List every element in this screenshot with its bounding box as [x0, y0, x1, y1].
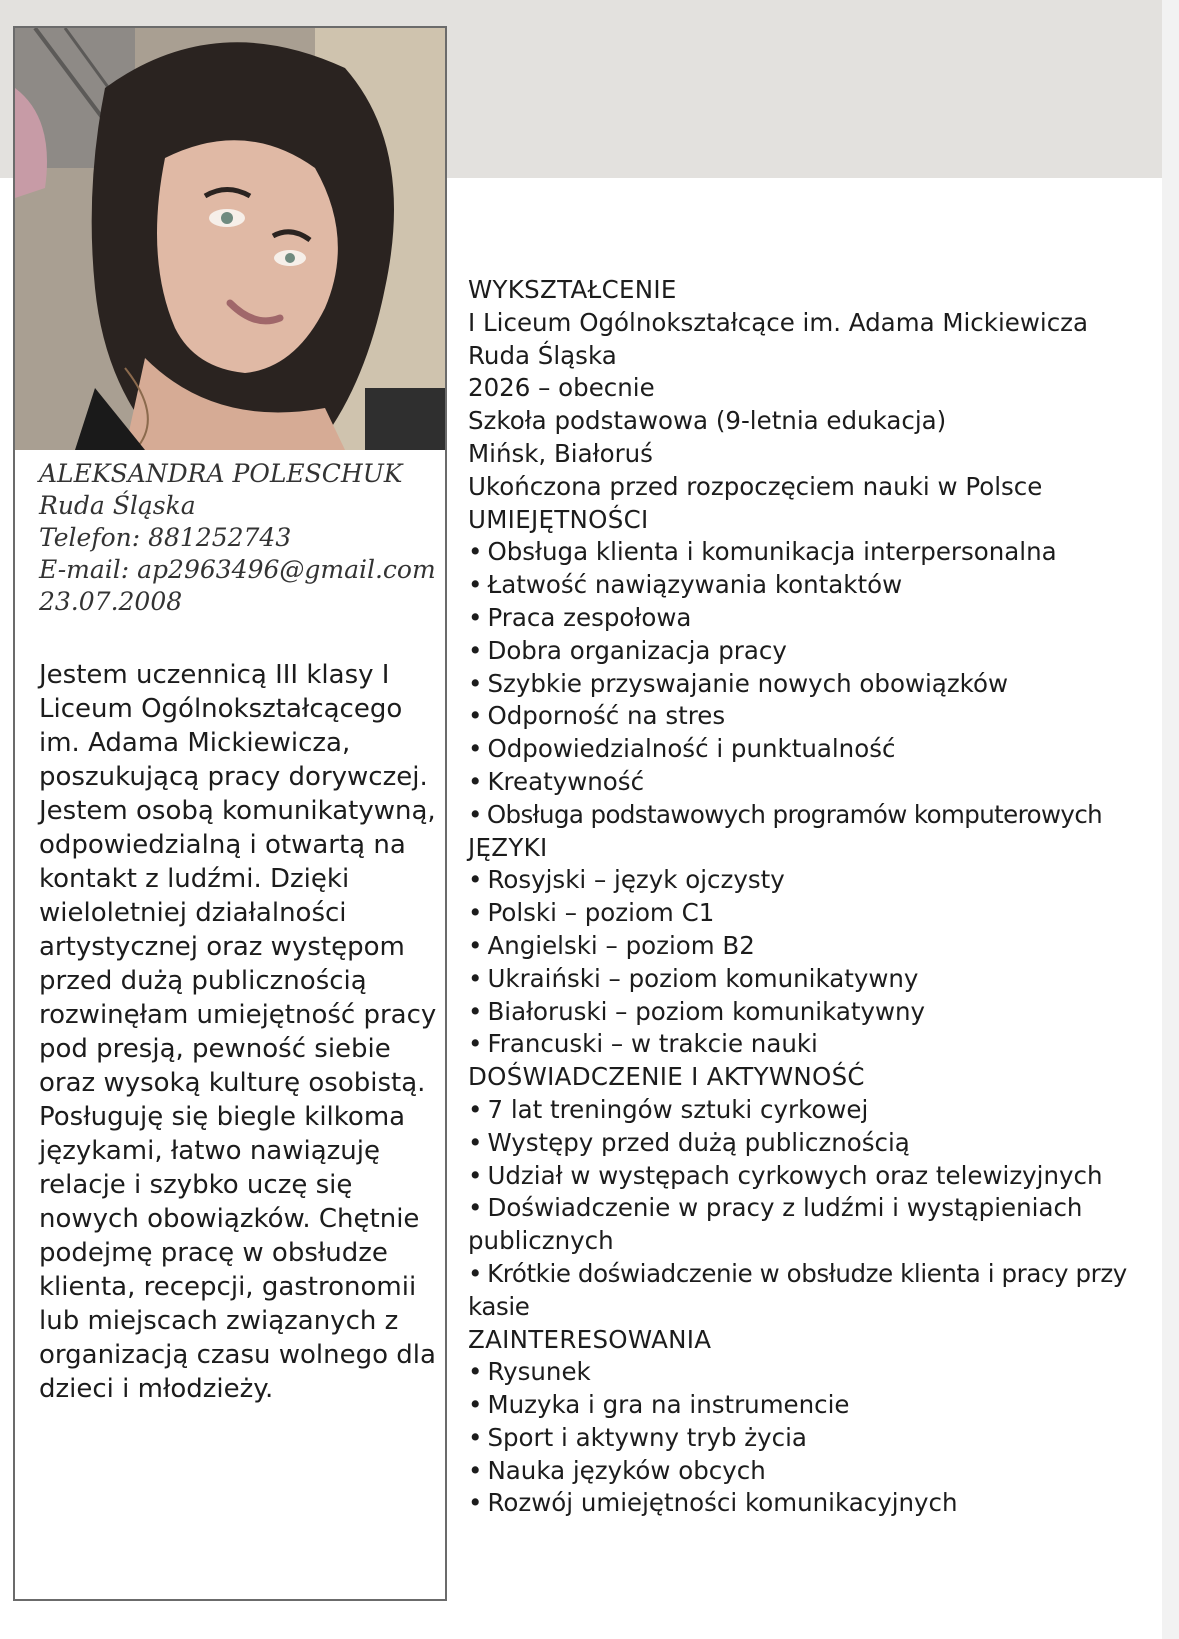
experience-item: • 7 lat treningów sztuki cyrkowej — [468, 1094, 1168, 1127]
interest-item: • Rysunek — [468, 1356, 1168, 1389]
candidate-city: Ruda Śląska — [39, 491, 196, 520]
skill-item: • Łatwość nawiązywania kontaktów — [468, 569, 1168, 602]
language-item: • Polski – poziom C1 — [468, 897, 1168, 930]
skill-item: • Dobra organizacja pracy — [468, 635, 1168, 668]
experience-item: • Udział w występach cyrkowych oraz telewizyjnych — [468, 1160, 1168, 1193]
interests-heading: ZAINTERESOWANIA — [468, 1324, 712, 1354]
education-line: I Liceum Ogólnokształcące im. Adama Mickiewicza — [468, 307, 1089, 337]
interest-item: • Sport i aktywny tryb życia — [468, 1422, 1168, 1455]
profile-panel — [13, 26, 447, 1601]
education-line: 2026 – obecnie — [468, 373, 655, 403]
skill-item: • Praca zespołowa — [468, 602, 1168, 635]
skill-item: • Obsługa podstawowych programów komputerowych — [468, 799, 1168, 832]
candidate-email: E-mail: ap2963496@gmail.com — [39, 555, 436, 584]
candidate-name: ALEKSANDRA POLESCHUK — [39, 459, 403, 488]
language-item: • Ukraiński – poziom komunikatywny — [468, 963, 1168, 996]
profile-summary — [39, 658, 439, 1406]
experience-item: • Doświadczenie w pracy z ludźmi i wystąpieniach publicznych — [468, 1192, 1108, 1258]
skill-item: • Odporność na stres — [468, 700, 1168, 733]
resume-sections — [468, 274, 1168, 1520]
education-line: Ruda Śląska — [468, 340, 617, 370]
profile-photo — [15, 28, 445, 450]
languages-heading: JĘZYKI — [468, 832, 548, 862]
candidate-phone: Telefon: 881252743 — [39, 523, 292, 552]
education-heading: WYKSZTAŁCENIE — [468, 275, 677, 304]
language-item: • Rosyjski – język ojczysty — [468, 864, 1168, 897]
experience-heading: DOŚWIADCZENIE I AKTYWNOŚĆ — [468, 1062, 865, 1092]
skill-item: • Obsługa klienta i komunikacja interpersonalna — [468, 536, 1168, 569]
skill-item: • Szybkie przyswajanie nowych obowiązków — [468, 668, 1168, 701]
skill-item: • Odpowiedzialność i punktualność — [468, 733, 1168, 766]
portrait-image — [15, 28, 445, 450]
interest-item: • Muzyka i gra na instrumencie — [468, 1389, 1168, 1422]
contact-info — [39, 458, 439, 618]
summary-paragraph-2: Posługuję się biegle kilkoma językami, łatwo nawiązuję relacje i szybko uczę się nowych obowiązków. Chętnie podejmę pracę w obsłudze klienta, recepcji, gastronomii lub miejscach związanych z organizacją czasu wolnego dla dzieci i młodzieży. — [39, 1102, 436, 1404]
education-line: Mińsk, Białoruś — [468, 438, 653, 468]
education-line: Ukończona przed rozpoczęciem nauki w Polsce — [468, 471, 1043, 501]
summary-paragraph-1: Jestem uczennicą III klasy I Liceum Ogólnokształcącego im. Adama Mickiewicza, poszukującą pracy dorywczej. Jestem osobą komunikatywną, odpowiedzialną i otwartą na kontakt z ludźmi. Dzięki wieloletniej działalności artystycznej oraz występom przed dużą publicznością rozwinęłam umiejętność pracy pod presją, pewność siebie oraz wysoką kulturę osobistą. — [39, 660, 437, 1098]
experience-item: • Krótkie doświadczenie w obsłudze klienta i pracy przy kasie — [468, 1258, 1158, 1324]
language-item: • Białoruski – poziom komunikatywny — [468, 996, 1168, 1029]
experience-item: • Występy przed dużą publicznością — [468, 1127, 1168, 1160]
skill-item: • Kreatywność — [468, 766, 1168, 799]
language-item: • Francuski – w trakcie nauki — [468, 1028, 1168, 1061]
skills-heading: UMIEJĘTNOŚCI — [468, 504, 649, 534]
education-line: Szkoła podstawowa (9-letnia edukacja) — [468, 406, 947, 436]
interest-item: • Nauka języków obcych — [468, 1455, 1168, 1488]
candidate-birthdate: 23.07.2008 — [39, 587, 183, 616]
interest-item: • Rozwój umiejętności komunikacyjnych — [468, 1487, 1168, 1520]
language-item: • Angielski – poziom B2 — [468, 930, 1168, 963]
